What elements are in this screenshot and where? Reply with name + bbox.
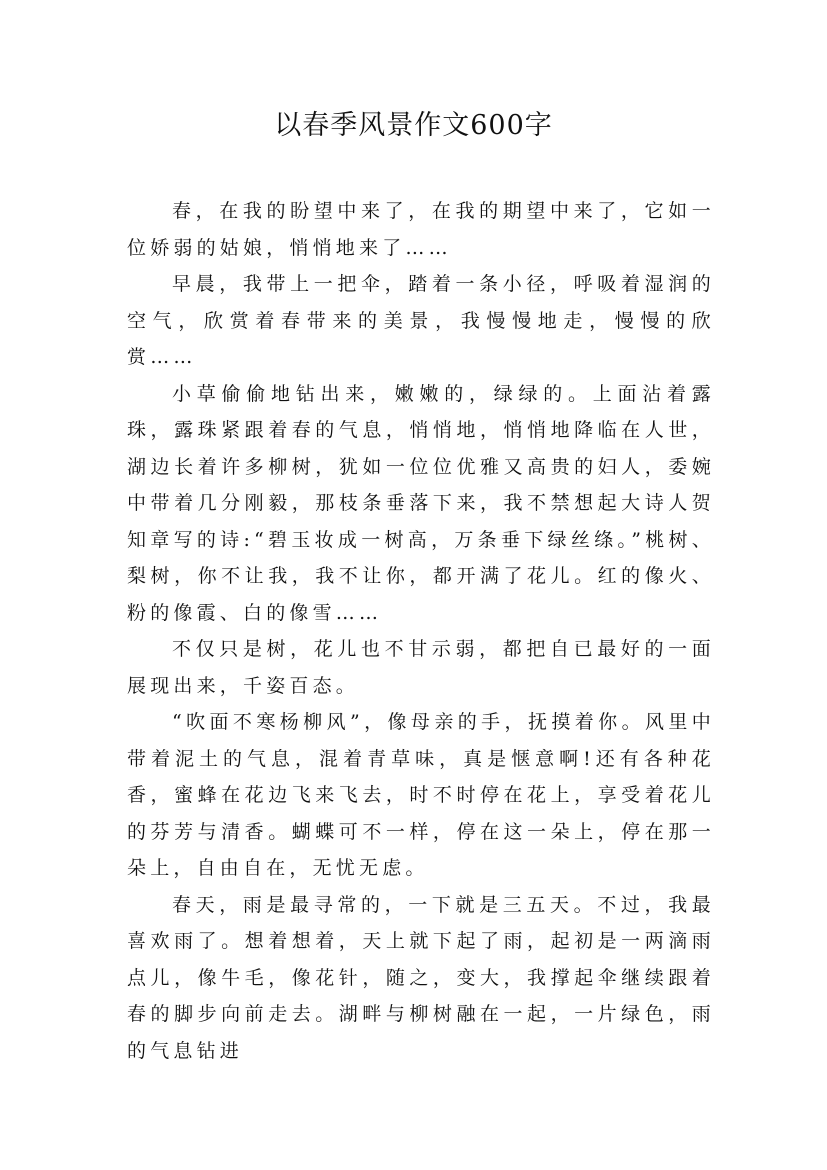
document-body [127,193,715,1069]
paragraph: 不仅只是树，花儿也不甘示弱，都把自已最好的一面展现出来，千姿百态。 [127,638,715,697]
paragraph: 春天，雨是最寻常的，一下就是三五天。不过，我最喜欢雨了。想着想着，天上就下起了雨，起初是一两滴雨点儿，像牛毛，像花针，随之，变大，我撑起伞继续跟着春的脚步向前走去。湖畔与柳树融在一起，一片绿色，雨的气息钻进 [127,893,715,1062]
paragraph: “吹面不寒杨柳风”，像母亲的手，抚摸着你。风里中带着泥土的气息，混着青草味，真是惬意啊!还有各种花香，蜜蜂在花边飞来飞去，时不时停在花上，享受着花儿的芬芳与清香。蝴蝶可不一样，停在这一朵上，停在那一朵上，自由自在，无忧无虑。 [127,711,715,879]
paragraph: 春，在我的盼望中来了，在我的期望中来了，它如一位娇弱的姑娘，悄悄地来了…… [127,200,715,259]
paragraph: 早晨，我带上一把伞，踏着一条小径，呼吸着湿润的空气，欣赏着春带来的美景，我慢慢地走，慢慢的欣赏…… [127,273,715,368]
document-title: 以春季风景作文600字 [274,110,553,141]
paragraph: 小草偷偷地钻出来，嫩嫩的，绿绿的。上面沾着露珠，露珠紧跟着春的气息，悄悄地，悄悄地降临在人世，湖边长着许多柳树，犹如一位位优雅又高贵的妇人，委婉中带着几分刚毅，那枝条垂落下来，我不禁想起大诗人贺知章写的诗:“碧玉妆成一树高，万条垂下绿丝绦。”桃树、梨树，你不让我，我不让你，都开满了花儿。红的像火、粉的像霞、白的像雪…… [127,382,715,624]
